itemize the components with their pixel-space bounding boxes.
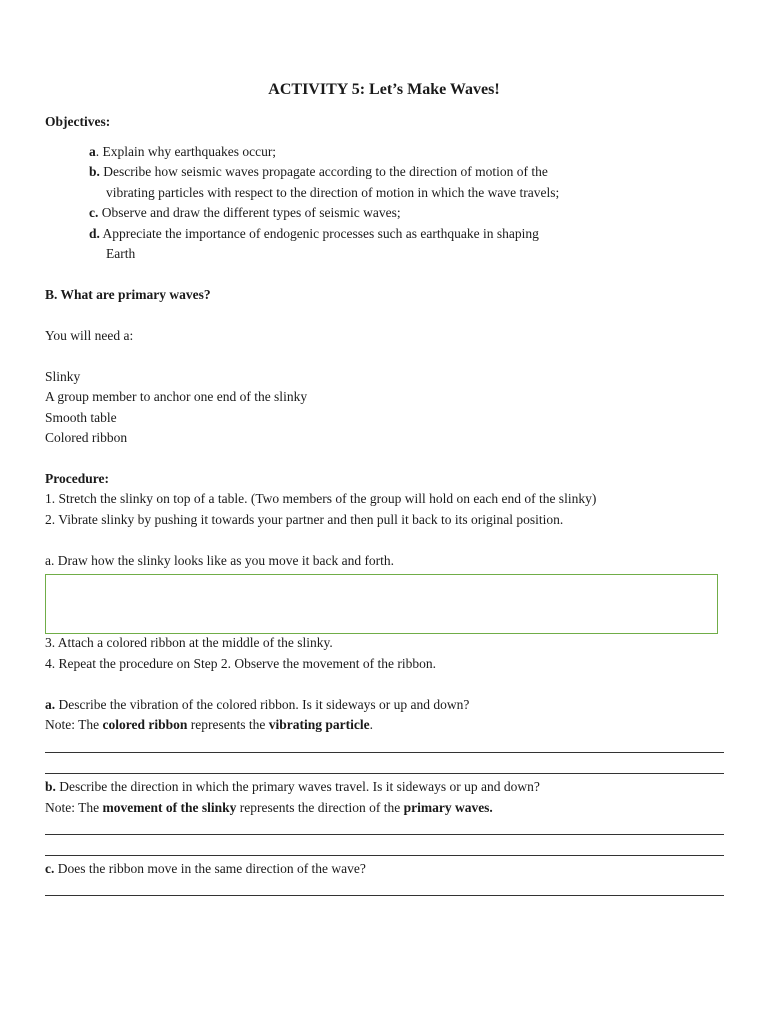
material-item: Colored ribbon [45, 430, 128, 445]
note-text: Note: The [45, 717, 103, 732]
material-item: Smooth table [45, 410, 117, 425]
objective-text: . Explain why earthquakes occur; [95, 144, 277, 159]
question-b [45, 777, 540, 798]
question-text: Does the ribbon move in the same direction of the wave? [54, 861, 366, 876]
answer-line[interactable] [45, 773, 724, 774]
section-b-heading: B. What are primary waves? [45, 287, 211, 302]
question-c [45, 859, 366, 880]
objective-c [89, 203, 401, 224]
note-text: Note: The [45, 800, 103, 815]
objective-b [89, 162, 548, 183]
material-item: A group member to anchor one end of the slinky [45, 389, 308, 404]
procedure-step: 4. Repeat the procedure on Step 2. Observe the movement of the ribbon. [45, 656, 437, 671]
materials-intro: You will need a: [45, 328, 134, 343]
question-marker: c. [45, 861, 55, 876]
objective-marker: a [89, 144, 96, 159]
objective-d-continued: Earth [106, 246, 136, 261]
question-text: Describe the direction in which the primary waves travel. Is it sideways or up and down? [55, 779, 540, 794]
procedure-step: 3. Attach a colored ribbon at the middle of the slinky. [45, 635, 333, 650]
note-text: represents the [187, 717, 269, 732]
objective-text: Observe and draw the different types of seismic waves; [98, 205, 401, 220]
objective-marker: c. [89, 205, 99, 220]
answer-line[interactable] [45, 752, 724, 753]
note-emphasis: primary waves. [403, 800, 493, 815]
objective-b-continued: vibrating particles with respect to the direction of motion in which the wave travels; [106, 185, 560, 200]
note-emphasis: vibrating particle [268, 717, 370, 732]
question-a [45, 695, 469, 716]
question-a-note [45, 715, 373, 736]
objective-marker: d. [89, 226, 100, 241]
procedure-step: 1. Stretch the slinky on top of a table. (Two members of the group will hold on each end of the slinky) [45, 491, 597, 506]
note-text: represents the direction of the [236, 800, 404, 815]
objective-text: Describe how seismic waves propagate according to the direction of motion of the [99, 164, 548, 179]
question-marker: b. [45, 779, 56, 794]
answer-line[interactable] [45, 834, 724, 835]
question-marker: a. [45, 697, 56, 712]
procedure-step: 2. Vibrate slinky by pushing it towards your partner and then pull it back to its original position. [45, 512, 564, 527]
material-item: Slinky [45, 369, 81, 384]
drawing-box[interactable] [45, 574, 718, 634]
note-emphasis: colored ribbon [102, 717, 188, 732]
note-text: . [369, 717, 373, 732]
draw-prompt: a. Draw how the slinky looks like as you move it back and forth. [45, 553, 395, 568]
answer-line[interactable] [45, 855, 724, 856]
objective-d [89, 224, 539, 245]
objective-text: Appreciate the importance of endogenic processes such as earthquake in shaping [99, 226, 539, 241]
page-title: ACTIVITY 5: Let’s Make Waves! [268, 81, 500, 98]
note-emphasis: movement of the slinky [102, 800, 237, 815]
objective-a [89, 142, 276, 163]
objectives-heading: Objectives: [45, 114, 111, 129]
objective-marker: b. [89, 164, 100, 179]
question-text: Describe the vibration of the colored ribbon. Is it sideways or up and down? [55, 697, 470, 712]
procedure-heading: Procedure: [45, 471, 109, 486]
question-b-note [45, 798, 493, 819]
answer-line[interactable] [45, 895, 724, 896]
